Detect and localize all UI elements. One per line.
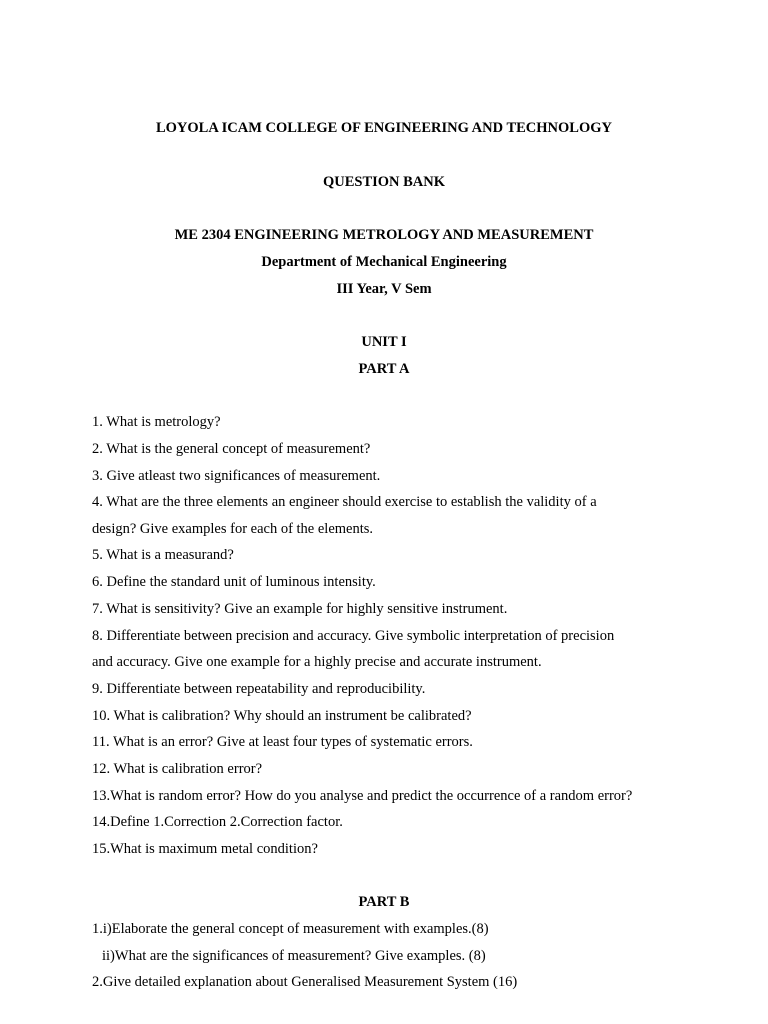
question-line: 14.Define 1.Correction 2.Correction factor. — [92, 814, 343, 830]
question-line: and accuracy. Give one example for a highly precise and accurate instrument. — [92, 654, 542, 670]
question-line: 15.What is maximum metal condition? — [92, 841, 318, 857]
question-line: 3. Give atleast two significances of measurement. — [92, 468, 381, 484]
question-line: 2. What is the general concept of measurement? — [92, 441, 371, 457]
college-name: LOYOLA ICAM COLLEGE OF ENGINEERING AND TECHNOLOGY — [155, 120, 612, 136]
question-line: 2.Give detailed explanation about Generalised Measurement System (16) — [92, 974, 518, 990]
course-title: ME 2304 ENGINEERING METROLOGY AND MEASUREMENT — [174, 227, 594, 243]
question-line: ii)What are the significances of measurement? Give examples. (8) — [102, 948, 486, 964]
question-line: design? Give examples for each of the elements. — [92, 521, 374, 537]
question-line: 7. What is sensitivity? Give an example for highly sensitive instrument. — [92, 601, 508, 617]
question-line: 9. Differentiate between repeatability and reproducibility. — [92, 681, 426, 697]
question-line: 13.What is random error? How do you analyse and predict the occurrence of a random error? — [92, 788, 633, 804]
part-a-title: PART A — [358, 361, 410, 377]
question-line: 8. Differentiate between precision and accuracy. Give symbolic interpretation of precision — [92, 628, 615, 644]
question-line: 10. What is calibration? Why should an instrument be calibrated? — [92, 708, 472, 724]
question-line: 4. What are the three elements an engineer should exercise to establish the validity of a — [92, 494, 597, 510]
question-line: 5. What is a measurand? — [92, 547, 234, 563]
question-line: 1.i)Elaborate the general concept of measurement with examples.(8) — [92, 921, 489, 937]
unit-title: UNIT I — [361, 334, 407, 350]
year-semester: III Year, V Sem — [336, 281, 432, 297]
question-line: 12. What is calibration error? — [92, 761, 263, 777]
question-line: 1. What is metrology? — [92, 414, 221, 430]
question-line: 6. Define the standard unit of luminous intensity. — [92, 574, 376, 590]
department-name: Department of Mechanical Engineering — [261, 254, 507, 270]
document-type: QUESTION BANK — [322, 174, 446, 190]
question-line: 11. What is an error? Give at least four types of systematic errors. — [92, 734, 473, 750]
part-b-title: PART B — [358, 894, 410, 910]
